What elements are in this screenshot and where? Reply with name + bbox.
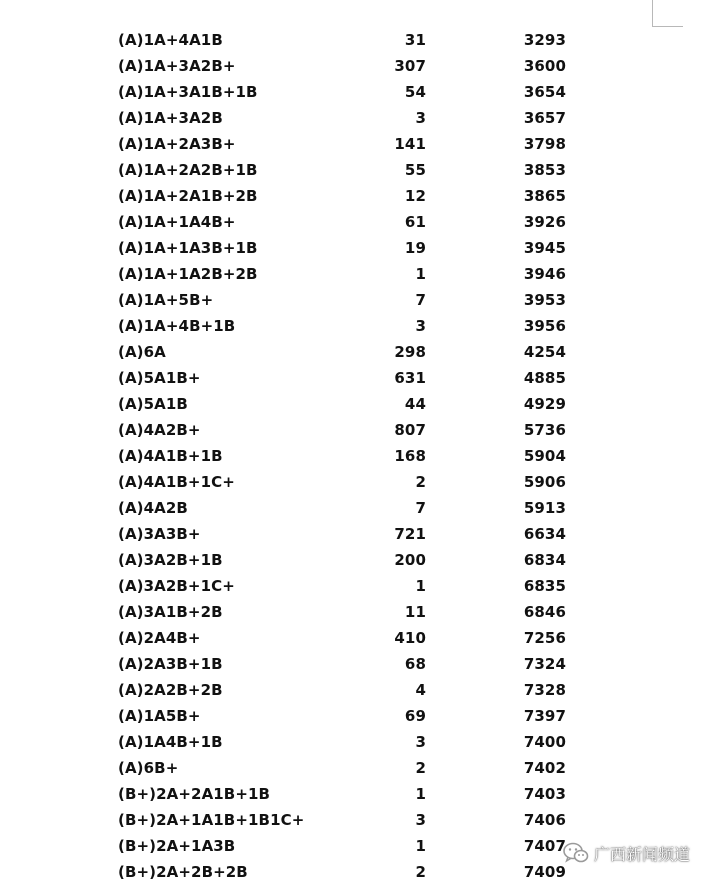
cumulative-cell: 3798 <box>523 135 566 153</box>
count-cell: 7 <box>415 291 426 309</box>
cumulative-cell: 3865 <box>523 187 566 205</box>
table-row <box>0 391 724 417</box>
combo-cell: (B+)2A+1A1B+1B1C+ <box>118 811 305 829</box>
cumulative-cell: 3946 <box>523 265 566 283</box>
count-cell: 55 <box>404 161 426 179</box>
table-row <box>0 27 724 53</box>
count-cell: 307 <box>394 57 426 75</box>
cumulative-cell: 4929 <box>523 395 566 413</box>
combo-cell: (A)1A+2A2B+1B <box>118 161 258 179</box>
combo-cell: (A)2A4B+ <box>118 629 201 647</box>
count-cell: 2 <box>415 759 426 777</box>
table-row <box>0 235 724 261</box>
table-row <box>0 157 724 183</box>
score-table <box>0 27 724 885</box>
combo-cell: (A)5A1B+ <box>118 369 201 387</box>
cumulative-cell: 3926 <box>523 213 566 231</box>
combo-cell: (A)2A3B+1B <box>118 655 223 673</box>
cumulative-cell: 3853 <box>523 161 566 179</box>
cumulative-cell: 7402 <box>523 759 566 777</box>
cumulative-cell: 3293 <box>523 31 566 49</box>
combo-cell: (A)3A1B+2B <box>118 603 223 621</box>
cumulative-cell: 6846 <box>523 603 566 621</box>
cumulative-cell: 3945 <box>523 239 566 257</box>
combo-cell: (A)3A2B+1C+ <box>118 577 235 595</box>
table-row <box>0 313 724 339</box>
count-cell: 1 <box>415 265 426 283</box>
table-row <box>0 339 724 365</box>
table-row <box>0 443 724 469</box>
combo-cell: (A)1A+1A4B+ <box>118 213 236 231</box>
cumulative-cell: 7324 <box>523 655 566 673</box>
table-row <box>0 781 724 807</box>
combo-cell: (A)1A+2A1B+2B <box>118 187 258 205</box>
cumulative-cell: 6834 <box>523 551 566 569</box>
table-row <box>0 651 724 677</box>
table-row <box>0 547 724 573</box>
combo-cell: (A)1A+4B+1B <box>118 317 236 335</box>
count-cell: 61 <box>404 213 426 231</box>
combo-cell: (A)1A+1A2B+2B <box>118 265 258 283</box>
combo-cell: (A)1A+1A3B+1B <box>118 239 258 257</box>
table-row <box>0 677 724 703</box>
count-cell: 12 <box>404 187 426 205</box>
count-cell: 3 <box>415 733 426 751</box>
count-cell: 168 <box>394 447 426 465</box>
cumulative-cell: 4254 <box>523 343 566 361</box>
combo-cell: (A)5A1B <box>118 395 188 413</box>
cumulative-cell: 3654 <box>523 83 566 101</box>
count-cell: 19 <box>404 239 426 257</box>
table-row <box>0 365 724 391</box>
combo-cell: (A)1A5B+ <box>118 707 201 725</box>
count-cell: 2 <box>415 863 426 881</box>
table-row <box>0 729 724 755</box>
count-cell: 2 <box>415 473 426 491</box>
table-row <box>0 417 724 443</box>
combo-cell: (A)4A2B+ <box>118 421 201 439</box>
count-cell: 3 <box>415 811 426 829</box>
page-corner-mark <box>652 0 683 27</box>
count-cell: 298 <box>394 343 426 361</box>
count-cell: 1 <box>415 837 426 855</box>
cumulative-cell: 7397 <box>523 707 566 725</box>
watermark-text: 广西新闻频道 <box>594 844 691 864</box>
count-cell: 31 <box>404 31 426 49</box>
count-cell: 807 <box>394 421 426 439</box>
count-cell: 631 <box>394 369 426 387</box>
combo-cell: (B+)2A+2A1B+1B <box>118 785 271 803</box>
table-row <box>0 53 724 79</box>
table-row <box>0 521 724 547</box>
table-row <box>0 209 724 235</box>
combo-cell: (A)1A+3A2B+ <box>118 57 236 75</box>
combo-cell: (A)1A+3A1B+1B <box>118 83 258 101</box>
table-row <box>0 183 724 209</box>
combo-cell: (A)3A2B+1B <box>118 551 223 569</box>
table-row <box>0 703 724 729</box>
cumulative-cell: 3600 <box>523 57 566 75</box>
combo-cell: (A)3A3B+ <box>118 525 201 543</box>
wechat-icon <box>563 842 589 864</box>
count-cell: 141 <box>394 135 426 153</box>
combo-cell: (A)2A2B+2B <box>118 681 223 699</box>
cumulative-cell: 6835 <box>523 577 566 595</box>
combo-cell: (A)4A1B+1B <box>118 447 223 465</box>
combo-cell: (B+)2A+2B+2B <box>118 863 248 881</box>
combo-cell: (A)4A1B+1C+ <box>118 473 235 491</box>
count-cell: 200 <box>394 551 426 569</box>
count-cell: 1 <box>415 577 426 595</box>
table-row <box>0 261 724 287</box>
table-row <box>0 755 724 781</box>
table-row <box>0 469 724 495</box>
cumulative-cell: 7407 <box>523 837 566 855</box>
combo-cell: (A)6B+ <box>118 759 179 777</box>
combo-cell: (B+)2A+1A3B <box>118 837 236 855</box>
cumulative-cell: 5913 <box>523 499 566 517</box>
table-row <box>0 105 724 131</box>
cumulative-cell: 7256 <box>523 629 566 647</box>
count-cell: 54 <box>404 83 426 101</box>
cumulative-cell: 3956 <box>523 317 566 335</box>
cumulative-cell: 5906 <box>523 473 566 491</box>
table-row <box>0 625 724 651</box>
count-cell: 69 <box>404 707 426 725</box>
count-cell: 7 <box>415 499 426 517</box>
cumulative-cell: 6634 <box>523 525 566 543</box>
watermark <box>563 840 690 866</box>
count-cell: 410 <box>394 629 426 647</box>
cumulative-cell: 7409 <box>523 863 566 881</box>
table-row <box>0 573 724 599</box>
cumulative-cell: 5736 <box>523 421 566 439</box>
table-row <box>0 287 724 313</box>
cumulative-cell: 4885 <box>523 369 566 387</box>
cumulative-cell: 7403 <box>523 785 566 803</box>
combo-cell: (A)1A+4A1B <box>118 31 223 49</box>
count-cell: 1 <box>415 785 426 803</box>
count-cell: 3 <box>415 317 426 335</box>
table-row <box>0 495 724 521</box>
combo-cell: (A)1A+5B+ <box>118 291 214 309</box>
count-cell: 4 <box>415 681 426 699</box>
table-row <box>0 131 724 157</box>
cumulative-cell: 7406 <box>523 811 566 829</box>
cumulative-cell: 3657 <box>523 109 566 127</box>
combo-cell: (A)1A+3A2B <box>118 109 223 127</box>
combo-cell: (A)1A4B+1B <box>118 733 223 751</box>
combo-cell: (A)1A+2A3B+ <box>118 135 236 153</box>
table-row <box>0 599 724 625</box>
combo-cell: (A)6A <box>118 343 166 361</box>
count-cell: 11 <box>404 603 426 621</box>
count-cell: 721 <box>394 525 426 543</box>
table-row <box>0 807 724 833</box>
cumulative-cell: 5904 <box>523 447 566 465</box>
table-row <box>0 79 724 105</box>
count-cell: 44 <box>404 395 426 413</box>
count-cell: 3 <box>415 109 426 127</box>
count-cell: 68 <box>404 655 426 673</box>
cumulative-cell: 7400 <box>523 733 566 751</box>
combo-cell: (A)4A2B <box>118 499 188 517</box>
cumulative-cell: 7328 <box>523 681 566 699</box>
cumulative-cell: 3953 <box>523 291 566 309</box>
